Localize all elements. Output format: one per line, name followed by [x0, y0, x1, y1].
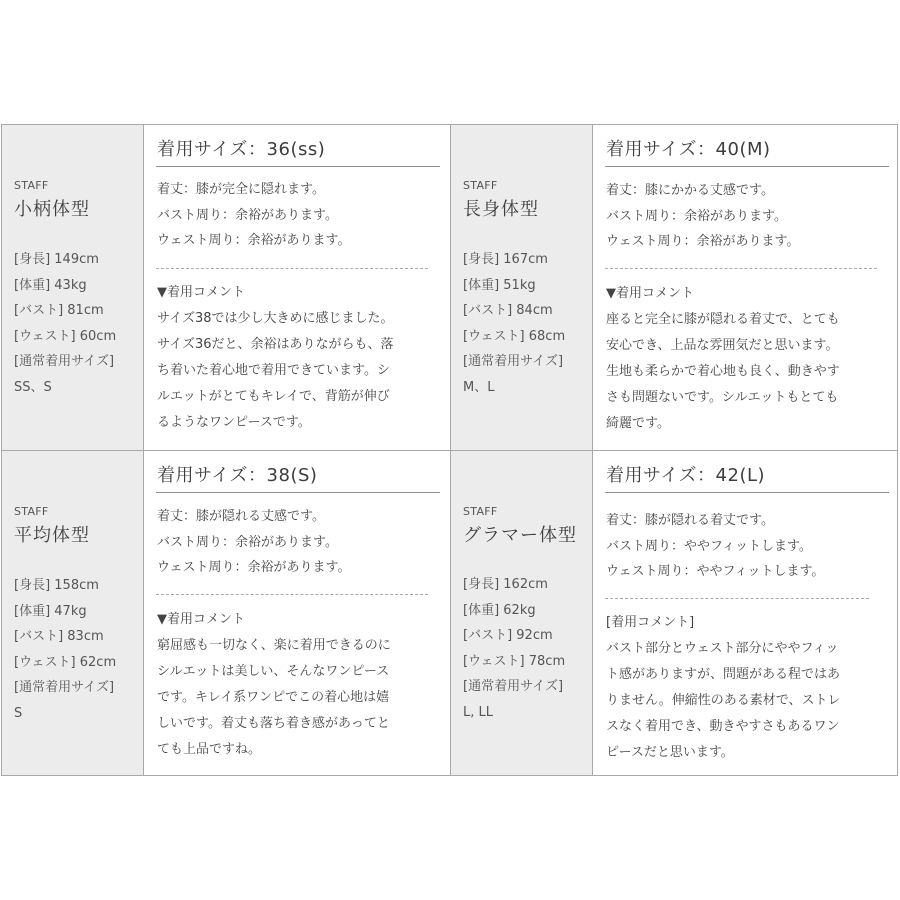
length-note: 着丈：膝にかかる丈感です。 [606, 183, 774, 198]
comment-heading: ▼着用コメント [606, 286, 694, 301]
bust-value: [バスト] 92cm [463, 628, 553, 643]
waist-value: [ウェスト] 78cm [463, 653, 566, 669]
comment-line: シルエットは美しい、そんなワンピース [157, 664, 390, 679]
staff-size-table [1, 124, 898, 776]
weight-value: [体重] 51kg [463, 277, 536, 293]
dashed-divider [605, 598, 869, 599]
body-type-label: 平均体型 [14, 525, 90, 546]
staff-measurements [14, 573, 116, 726]
worn-size-title: 着用サイズ：42(L) [606, 465, 766, 486]
usual-size-label: [通常着用サイズ] [463, 679, 564, 694]
usual-size-label: [通常着用サイズ] [14, 354, 115, 369]
waist-value: [ウェスト] 60cm [14, 328, 117, 344]
weight-value: [体重] 62kg [463, 602, 536, 618]
waist-value: [ウェスト] 62cm [14, 654, 117, 670]
comment-line: サイズ38では少し大きめに感じました。 [157, 311, 394, 326]
usual-size-value: S [14, 705, 23, 721]
length-note: 着丈：膝が隠れる丈感です。 [157, 509, 325, 524]
usual-size-value: SS、S [14, 379, 52, 395]
comment-line: 安心でき、上品な雰囲気だと思います。 [606, 338, 839, 353]
staff-profile-curvy [450, 451, 593, 775]
title-divider [156, 492, 440, 493]
comment-line: バスト部分とウェスト部分にややフィッ [606, 641, 839, 656]
waist-note: ウェスト周り：余裕があります。 [606, 234, 800, 249]
comment-line: 生地も柔らかで着心地も良く、動きやす [606, 364, 840, 379]
body-type-label: 小柄体型 [14, 199, 90, 220]
wear-comment [606, 610, 841, 766]
waist-note: ウェスト周り：ややフィットします。 [606, 564, 825, 579]
staff-profile-average [2, 451, 144, 775]
staff-profile-tall [450, 125, 593, 451]
height-value: [身長] 162cm [463, 577, 548, 592]
comment-line: ても上品ですね。 [157, 742, 262, 757]
title-divider [156, 166, 440, 167]
staff-measurements [463, 247, 565, 400]
staff-label: STAFF [14, 505, 49, 518]
title-divider [605, 166, 889, 167]
comment-line: るようなワンピースです。 [157, 415, 311, 430]
comment-heading: ▼着用コメント [157, 285, 245, 300]
length-note: 着丈：膝が隠れる着丈です。 [606, 513, 774, 528]
length-note: 着丈：膝が完全に隠れます。 [157, 182, 325, 197]
fit-notes [157, 504, 350, 581]
fit-notes [606, 178, 799, 255]
staff-profile-petite [2, 125, 144, 451]
title-divider [605, 492, 889, 493]
comment-line: 座ると完全に膝が隠れる着丈で、とても [606, 312, 840, 327]
comment-line: 窮屈感も一切なく、楽に着用できるのに [157, 638, 391, 653]
comment-line: 綺麗です。 [606, 416, 670, 431]
worn-size-title: 着用サイズ：38(S) [157, 465, 318, 486]
comment-line: サイズ36だと、余裕はありながらも、落 [157, 337, 394, 352]
comment-line: ルエットがとてもキレイで、背筋が伸び [157, 389, 390, 404]
comment-line: です。キレイ系ワンピでこの着心地は嬉 [157, 690, 390, 705]
height-value: [身長] 167cm [463, 252, 548, 267]
staff-label: STAFF [14, 179, 49, 192]
comment-line: りません。伸縮性のある素材で、ストレ [606, 693, 841, 708]
wear-comment [157, 280, 394, 436]
body-type-label: 長身体型 [463, 199, 539, 220]
dashed-divider [156, 594, 428, 595]
bust-value: [バスト] 83cm [14, 629, 104, 644]
bust-value: [バスト] 81cm [14, 303, 104, 318]
comment-line: ピースだと思います。 [606, 745, 734, 760]
comment-heading: [着用コメント] [606, 615, 695, 630]
comment-line: スなく着用でき、動きやすさもあるワン [606, 719, 840, 734]
fit-review-40 [593, 125, 897, 451]
comment-line: さも問題ないです。シルエットもとても [606, 390, 839, 405]
fit-review-38 [144, 451, 450, 775]
bust-value: [バスト] 84cm [463, 303, 553, 318]
staff-measurements [14, 247, 116, 400]
bust-note: バスト周り：ややフィットします。 [606, 538, 812, 554]
dashed-divider [605, 268, 877, 269]
waist-value: [ウェスト] 68cm [463, 328, 566, 344]
wear-comment [157, 607, 391, 763]
weight-value: [体重] 47kg [14, 603, 87, 619]
height-value: [身長] 158cm [14, 578, 99, 593]
bust-note: バスト周り：余裕があります。 [157, 534, 338, 550]
body-type-label: グラマー体型 [463, 525, 577, 546]
weight-value: [体重] 43kg [14, 277, 87, 293]
bust-note: バスト周り：余裕があります。 [606, 208, 787, 224]
worn-size-title: 着用サイズ：36(ss) [157, 139, 326, 160]
waist-note: ウェスト周り：余裕があります。 [157, 560, 351, 575]
bust-note: バスト周り：余裕があります。 [157, 207, 338, 223]
fit-review-42 [593, 451, 897, 775]
staff-measurements [463, 572, 565, 725]
comment-heading: ▼着用コメント [157, 612, 245, 627]
worn-size-title: 着用サイズ：40(M) [606, 139, 771, 160]
usual-size-label: [通常着用サイズ] [14, 680, 115, 695]
usual-size-value: L, LL [463, 704, 493, 720]
usual-size-value: M、L [463, 379, 495, 395]
comment-line: ト感がありますが、問題がある程ではあ [606, 667, 841, 682]
staff-label: STAFF [463, 505, 498, 518]
wear-comment [606, 281, 840, 437]
comment-line: しいです。着丈も落ち着き感があってと [157, 716, 390, 731]
dashed-divider [156, 268, 428, 269]
staff-label: STAFF [463, 179, 498, 192]
fit-notes [157, 177, 350, 254]
usual-size-label: [通常着用サイズ] [463, 354, 564, 369]
fit-review-36 [144, 125, 450, 451]
fit-notes [606, 508, 824, 585]
comment-line: ち着いた着心地で着用できています。シ [157, 363, 390, 378]
waist-note: ウェスト周り：余裕があります。 [157, 233, 351, 248]
height-value: [身長] 149cm [14, 252, 99, 267]
